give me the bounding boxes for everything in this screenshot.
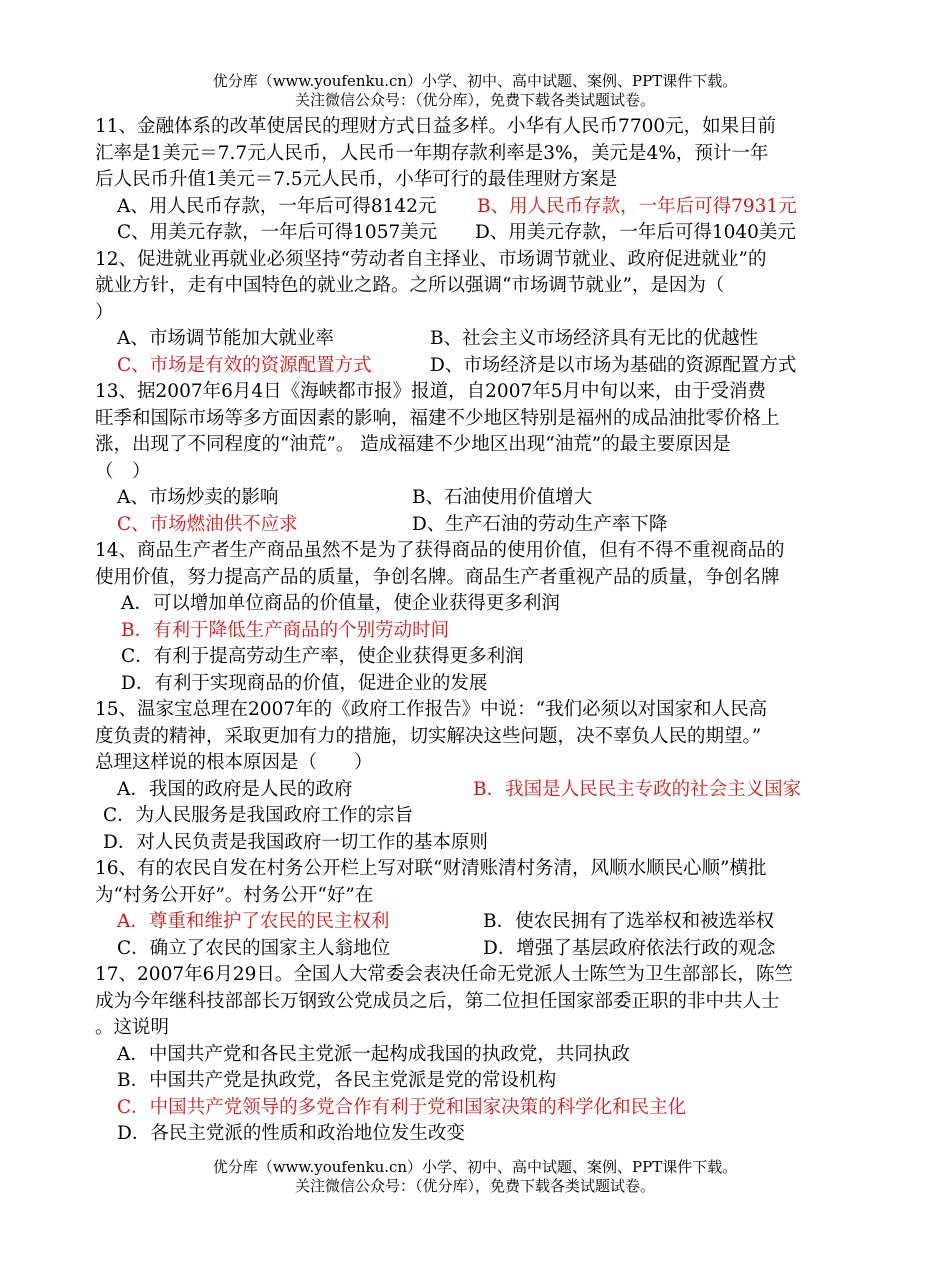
option-c-answer: C、市场是有效的资源配置方式 [117,354,372,376]
question-stem: 成为今年继科技部部长万钢致公党成员之后，第二位担任国家部委正职的非中共人士 [95,990,780,1012]
options-row [95,777,855,804]
option-c: C、用美元存款，一年后可得1057美元 [117,222,438,243]
option-d: D．有利于实现商品的价值，促进企业的发展 [121,672,488,694]
question-stem: 13、据2007年6月4日《海峡都市报》报道，自2007年5月中旬以来，由于受消费 [95,381,767,402]
option-d: D．对人民负责是我国政府一切工作的基本原则 [103,831,488,853]
options-row [95,326,855,353]
question-stem: 汇率是1美元＝7.7元人民币，人民币一年期存款利率是3%，美元是4%，预计一年 [95,142,769,164]
question-14 [95,538,855,697]
option-a: A．可以增加单位商品的价值量，使企业获得更多利润 [121,593,560,614]
page-footer [0,1158,950,1196]
header-line-2: 关注微信公众号：（优分库），免费下载各类试题试卷。 [294,91,655,109]
option-c: C．有利于提高劳动生产率，使企业获得更多利润 [121,646,524,667]
question-list [95,114,855,1148]
footer-line-1: 优分库（www.youfenku.cn）小学、初中、高中试题、案例、PPT课件下载。 [212,1158,738,1176]
question-11 [95,114,855,247]
question-stem: 旺季和国际市场等多方面因素的影响，福建不少地区特别是福州的成品油批零价格上 [95,407,780,429]
option-a: A．中国共产党和各民主党派一起构成我国的执政党，共同执政 [117,1043,630,1065]
options-row [95,909,855,936]
options-row [95,1068,855,1095]
options-row [95,618,855,645]
question-16 [95,856,855,962]
option-c: C．确立了农民的国家主人翁地位 [117,937,391,959]
question-stem: 12、促进就业再就业必须坚持“劳动者自主择业、市场调节就业、政府促进就业”的 [95,248,767,270]
option-d: D、生产石油的劳动生产率下降 [412,513,668,535]
options-row [95,485,855,512]
option-b: B、石油使用价值增大 [412,487,593,508]
option-a: A、市场调节能加大就业率 [117,328,334,349]
options-row [95,220,855,247]
question-stem: 15、温家宝总理在2007年的《政府工作报告》中说：“我们必须以对国家和人民高 [95,699,768,720]
question-stem: 度负责的精神，采取更加有力的措施，切实解决这些问题，决不辜负人民的期望。” [95,725,762,747]
option-d: D．增强了基层政府依法行政的观念 [483,937,776,959]
question-17 [95,962,855,1148]
question-stem: 16、有的农民自发在村务公开栏上写对联“财清账清村务清，风顺水顺民心顺”横批 [95,858,767,879]
page-header [0,72,950,110]
option-b: B．中国共产党是执政党，各民主党派是党的常设机构 [117,1070,557,1091]
options-row [95,936,855,963]
option-b: B、社会主义市场经济具有无比的优越性 [430,328,759,349]
question-stem: 。这说明 [95,1017,170,1038]
option-c-answer: C、市场燃油供不应求 [117,513,298,535]
question-stem: 后人民币升值1美元＝7.5元人民币，小华可行的最佳理财方案是 [95,169,618,190]
option-d: D、市场经济是以市场为基础的资源配置方式 [430,354,797,376]
question-stem: 就业方针，走有中国特色的就业之路。之所以强调“市场调节就业”，是因为（ [95,275,725,296]
options-row [95,1121,855,1148]
question-stem: 总理这样说的根本原因是（ ） [95,752,373,773]
options-row [95,1095,855,1122]
options-row [95,803,855,830]
question-stem: 11、金融体系的改革使居民的理财方式日益多样。小华有人民币7700元，如果目前 [95,116,777,137]
option-a: A．我国的政府是人民的政府 [117,778,353,800]
option-c-answer: C．中国共产党领导的多党合作有利于党和国家决策的科学化和民主化 [117,1096,687,1118]
question-12 [95,247,855,380]
question-stem: 14、商品生产者生产商品虽然不是为了获得商品的使用价值，但有不得不重视商品的 [95,540,785,561]
footer-line-2: 关注微信公众号：（优分库），免费下载各类试题试卷。 [294,1177,655,1195]
option-b: B．使农民拥有了选举权和被选举权 [483,911,775,932]
question-stem: 使用价值，努力提高产品的质量，争创名牌。商品生产者重视产品的质量，争创名牌 [95,566,780,588]
header-line-1: 优分库（www.youfenku.cn）小学、初中、高中试题、案例、PPT课件下载。 [212,72,738,90]
option-c: C．为人民服务是我国政府工作的宗旨 [103,805,414,826]
question-stem: ） [95,301,114,323]
options-row [95,194,855,221]
question-stem: （ ） [95,460,151,482]
question-stem: 涨，出现了不同程度的“油荒”。 造成福建不少地区出现“油荒”的最主要原因是 [95,434,731,455]
options-row [95,353,855,380]
options-row [95,830,855,857]
options-row [95,644,855,671]
options-row [95,591,855,618]
question-13 [95,379,855,538]
options-row [95,671,855,698]
option-a: A、用人民币存款，一年后可得8142元 [117,195,437,217]
question-stem: 为“村务公开好”。村务公开“好”在 [95,884,374,906]
option-b-answer: B．有利于降低生产商品的个别劳动时间 [121,619,450,641]
option-a-answer: A．尊重和维护了农民的民主权利 [117,911,390,932]
option-d: D．各民主党派的性质和政治地位发生改变 [117,1123,465,1144]
options-row [95,512,855,539]
option-a: A、市场炒卖的影响 [117,487,279,508]
option-b-answer: B．我国是人民民主专政的社会主义国家 [473,778,802,800]
question-stem: 17、2007年6月29日。全国人大常委会表决任命无党派人士陈竺为卫生部部长，陈竺 [95,964,793,985]
options-row [95,1042,855,1069]
option-d: D、用美元存款，一年后可得1040美元 [475,222,796,243]
option-b-answer: B、用人民币存款，一年后可得7931元 [477,195,797,217]
question-15 [95,697,855,856]
